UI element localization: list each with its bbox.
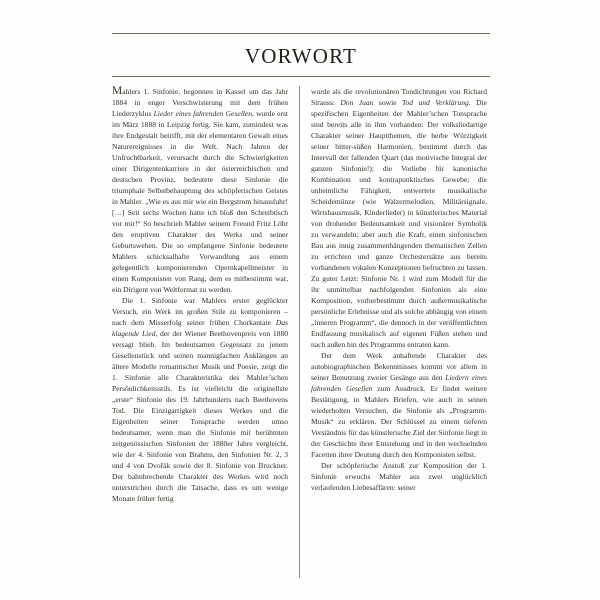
body-paragraph [311,350,487,460]
body-paragraph [112,86,288,295]
text-column-left [112,86,299,586]
italic-title-run: Lieder eines fahrenden Gesellen [153,109,253,118]
body-paragraph [112,295,288,504]
text-run: Der dem Werk anhaftende Charakter des autobiographischen Bekenntnisses kommt vor allem in seiner Benutzung zweier Gesänge aus den [311,351,487,382]
text-run: wurde als die revolutionären Tondichtungen von Richard Strauss: [311,87,487,107]
two-column-body [112,86,490,586]
italic-title-run: Liedern eines fahrenden Gesellen [311,373,487,393]
text-run: , wurde erst im März 1888 in Leipzig fertig. Sie kam, zumindest was ihre Endgestalt betrifft, mit der elementaren Gewalt eines Naturereignisses in die Welt. Nach Jahren der Unfruchtbarkeit, verursacht durch die Schwierigkeiten einer Dirigentenkarriere in der österreichischen und deutschen Provinz, bedeutete diese Sinfonie die triumphale Selbstbehauptung des schöpferischen Geistes in Mahler. „Wie es aus mir wie ein Bergstrom hinausfuhr! […] Seit sechs Wochen hatte ich bloß den Schreibtisch vor mir!“ So beschrieb Mahler seinem Freund Fritz Löhr den eruptiven Charakter des Werks und seiner Geburtswehen. Die so empfangene Sinfonie bedeutete Mahlers schicksalhafte Verwandlung aus einem gelegentlich komponierenden Opernkapellmeister in einen Komponisten von Rang, dem es mitbestimmt war, ein Dirigent von Weltformat zu werden. [112,109,288,294]
body-paragraph [311,86,487,350]
body-paragraph [311,460,487,493]
text-run: sowie [373,98,402,107]
text-run: ahlers 1. Sinfonie, begonnen in Kassel um das Jahr 1884 in enger Verschwisterung mit dem frühen Liederzyklus [112,87,288,118]
italic-title-run: Don Juan [340,98,374,107]
text-run: zum Ausdruck. Er findet weitere Bestätigung, in Mahlers Briefen, wie auch in seinen wiederholten Versuchen, die Sinfonie als „Programm-Musik“ zu erklären. Der Schlüssel zu einem tieferen Verständnis für das künstlerische Ziel der Sinfonie liegt in der Geschichte ihrer Entstehung und in den wechselnden Facetten ihrer Deutung durch den Komponisten selbst. [311,384,487,459]
title-underline-rule [112,76,490,77]
text-run: Der schöpferische Anstoß zur Komposition der 1. Sinfonie erwuchs Mahler aus zwei unglücklich verlaufenden Liebesaffären: seiner [311,461,487,492]
top-horizontal-rule [112,33,490,34]
page-title: VORWORT [244,44,358,68]
italic-title-run: Das klagende Lied [112,318,288,338]
paragraph-initial-letter: M [112,85,123,97]
text-run: . Die spezifischen Eigenheiten der Mahler’schen Tonsprache sind bereits alle in ihm vorhanden: Der volksliedartige Charakter seiner Hauptthemen, die herbe Würzigkeit seiner bitter-süßen Harmonien, bestimmt durch das Intervall der fallenden Quart (das motivische Integral der ganzen Sinfonie!); die Vorliebe für kanonische Kombination und kontrapunktisches Gewebe; die unheimliche Fähigkeit, entwertete musikalische Scheidemünze (wie Walzermelodien, Militärsignale, Wirtshausmusik, Kinderlieder) in künstlerisches Material von drohender Bedeutsamkeit und visionärer Symbolik zu verwandeln; aber auch die Kraft, einen sinfonischen Bau aus innig zusammenhängenden thematischen Zellen zu errichten und ganze Orchestersätze aus bereits vorhandenen vokalen Konzeptionen befruchten zu lassen. Zu guter Letzt: Sinfonie Nr. 1 wird zum Modell für die ihr unmittelbar nachfolgenden Sinfonien als eine Komposition, vorherbestimmt durch außermusikalische persönliche Erlebnisse und als solche abhängig von einem „inneren Programm“, die dennoch in der veröffentlichten Endfassung musikalisch auf eigenen Füßen stehen und nach außen hin des Programms entraten kann. [311,98,487,349]
italic-title-run: Tod und Verklärung [401,98,469,107]
text-column-right [300,86,487,586]
text-run: , der der Wiener Beethovenpreis von 1880 versagt blieb. Im bedeutsamen Gegensatz zu jenem Gesellenstück und seinen mannigfachen Anklängen an ältere Modelle romantischer Musik und Poesie, zeigt die 1. Sinfonie alle Charakteristika des Mahler’schen Persönlichkeitsstils. Es ist vielleicht die originellste „erste“ Sinfonie des 19. Jahrhunderts nach Beethovens Tod. Die Einzigartigkeit dieses Werkes und die Eigenheiten seiner Tonsprache werden umso bedeutsamer, wenn man die Sinfonie mit berühmten zeitgenössischen Sinfonien der 1880er Jahre vergleicht, wie der 4. Sinfonie von Brahms, den Sinfonien Nr. 2, 3 und 4 von Dvořák sowie der 8. Sinfonie von Bruckner. Der bahnbrechende Charakter des Werkes wird noch unterstrichen durch die Tatsache, dass es um wenige Monate früher fertig [112,329,289,503]
text-run: Die 1. Sinfonie war Mahlers erster geglückter Versuch, ein Werk im großen Stile zu komponieren – nach dem Misserfolg seiner frühen Chorkantate [112,296,288,327]
page-content [112,0,490,600]
